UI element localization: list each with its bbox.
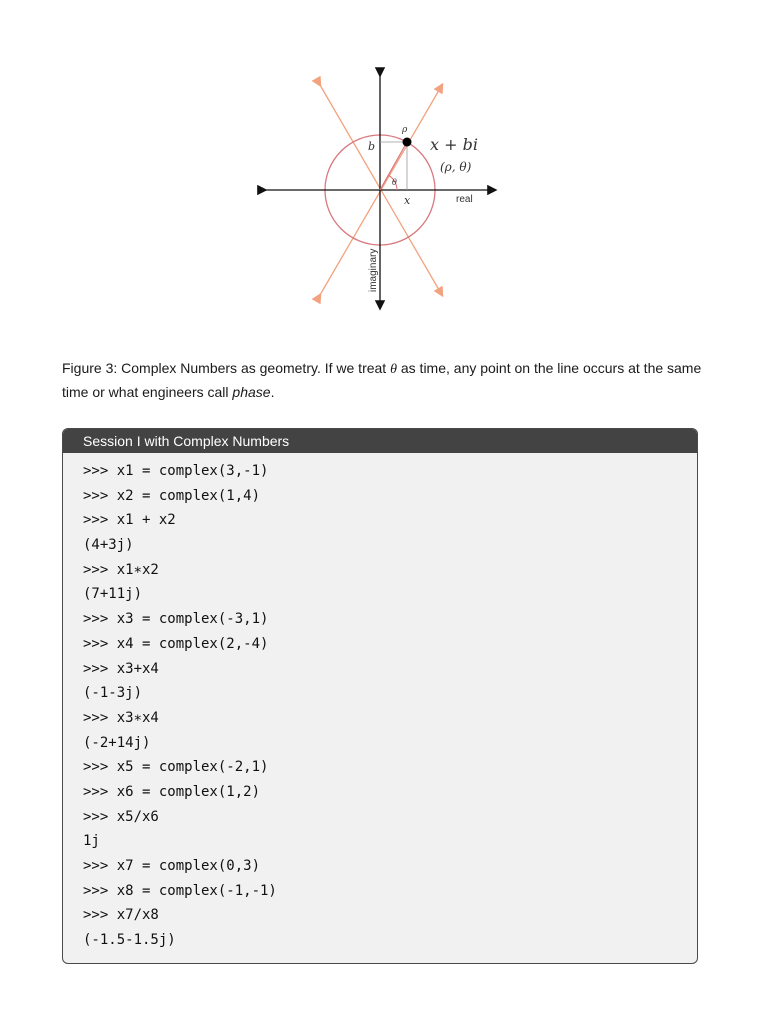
caption-suffix: . [270,384,275,400]
code-session-box [62,428,698,964]
code-line: (4+3j) [83,537,134,554]
label-polar: (ρ, θ) [440,160,472,174]
label-theta: θ [392,178,397,187]
code-line: 1j [83,833,100,850]
label-x: x [404,194,411,207]
code-line: >>> x1∗x2 [83,561,159,578]
code-line: (-1-3j) [83,685,143,702]
code-lines [63,453,697,953]
code-line: >>> x4 = complex(2,-4) [83,635,269,652]
code-line: >>> x7/x8 [83,907,159,924]
code-line: >>> x6 = complex(1,2) [83,783,261,800]
code-line: >>> x5/x6 [83,808,159,825]
code-line: >>> x7 = complex(0,3) [83,858,261,874]
code-line: (7+11j) [83,586,143,603]
code-line: >>> x5 = complex(-2,1) [83,759,269,776]
label-rho: ρ [402,125,408,135]
code-line: (-2+14j) [83,734,151,751]
complex-point [403,138,412,147]
session-title: Session I with Complex Numbers [63,429,697,453]
code-line: >>> x1 + x2 [83,512,176,529]
caption-emphasis: phase [232,384,271,400]
caption-theta-symbol: θ [390,362,397,377]
code-line: >>> x2 = complex(1,4) [83,487,261,504]
caption-middle: as time, any point on the line occurs at the same time or what engineers call [62,360,702,400]
code-line: >>> x3∗x4 [83,709,159,726]
code-line: >>> x1 = complex(3,-1) [83,463,269,479]
label-point: x + bi [430,135,478,154]
code-line: >>> x3+x4 [83,660,159,677]
axis-label-imaginary: imaginary [368,248,379,292]
figure-caption [62,357,712,403]
label-b: b [368,140,376,153]
code-line: >>> x8 = complex(-1,-1) [83,882,277,899]
code-line: (-1.5-1.5j) [83,932,176,949]
complex-plane-diagram [250,60,510,320]
complex-plane-figure [250,60,510,320]
caption-prefix: Figure 3: Complex Numbers as geometry. If we treat [62,360,391,376]
code-line: >>> x3 = complex(-3,1) [83,611,269,628]
axis-label-real: real [456,194,473,205]
